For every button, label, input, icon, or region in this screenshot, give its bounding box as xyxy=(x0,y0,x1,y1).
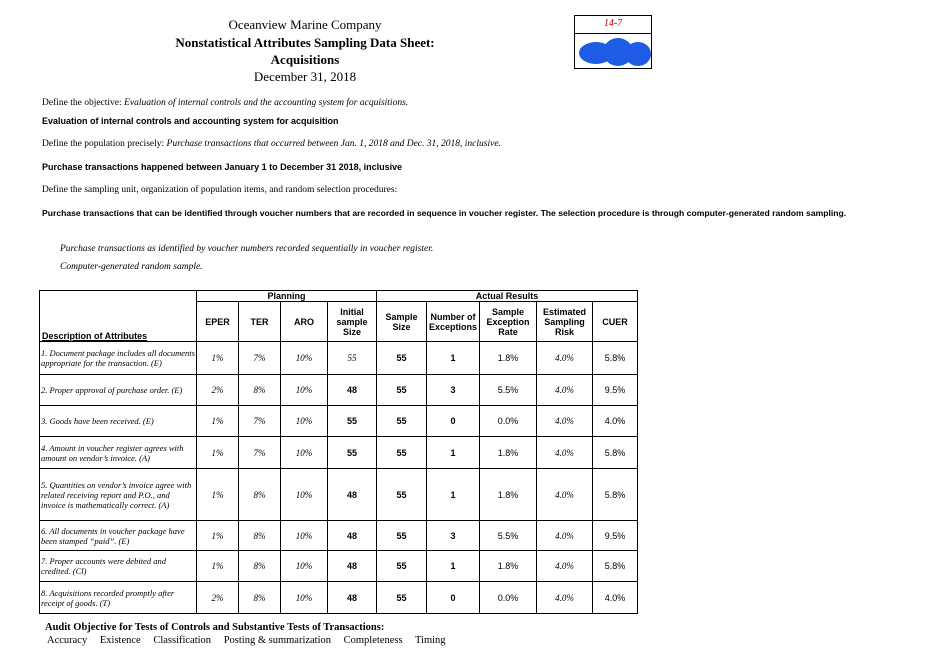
sample-size-cell: 55 xyxy=(377,406,427,437)
audit-objectives-list xyxy=(47,635,456,646)
aro-cell: 10% xyxy=(281,437,328,469)
sampling-risk-cell: 4.0% xyxy=(537,375,593,406)
sampling-unit-given-1: Purchase transactions as identified by voucher numbers recorded sequentially in voucher register. xyxy=(60,244,434,254)
exceptions-cell: 1 xyxy=(427,437,480,469)
ter-cell: 8% xyxy=(239,551,281,582)
eper-cell: 2% xyxy=(197,375,239,406)
eper-cell: 1% xyxy=(197,551,239,582)
table-row xyxy=(40,469,638,521)
header-planning: Planning xyxy=(197,291,377,302)
ter-cell: 8% xyxy=(239,375,281,406)
redaction-mark xyxy=(625,42,651,66)
aro-cell: 10% xyxy=(281,406,328,437)
exceptions-cell: 3 xyxy=(427,375,480,406)
cuer-cell: 9.5% xyxy=(593,521,638,551)
initial-sample-size-cell: 55 xyxy=(328,437,377,469)
exception-rate-cell: 0.0% xyxy=(480,406,537,437)
sheet-subject: Acquisitions xyxy=(270,52,340,67)
cuer-cell: 5.8% xyxy=(593,437,638,469)
sampling-risk-cell: 4.0% xyxy=(537,521,593,551)
aro-cell: 10% xyxy=(281,375,328,406)
table-row xyxy=(40,521,638,551)
attribute-description: 8. Acquisitions recorded promptly after receipt of goods. (T) xyxy=(40,582,197,614)
objective-given: Evaluation of internal controls and the accounting system for acquisitions. xyxy=(124,98,409,108)
exception-rate-cell: 0.0% xyxy=(480,582,537,614)
aro-cell: 10% xyxy=(281,521,328,551)
sampling-unit-answer: Purchase transactions that can be identified through voucher numbers that are recorded in sequence in voucher register. The selection procedure is through computer-generated random sampling. xyxy=(42,208,847,218)
exceptions-cell: 1 xyxy=(427,469,480,521)
workpaper-code: 14-7 xyxy=(603,18,623,29)
sample-size-cell: 55 xyxy=(377,551,427,582)
exceptions-cell: 0 xyxy=(427,582,480,614)
cuer-cell: 5.8% xyxy=(593,342,638,375)
initial-sample-size-cell: 55 xyxy=(328,342,377,375)
sheet-date: December 31, 2018 xyxy=(253,69,357,84)
audit-objective-posting: Posting & summarization xyxy=(223,635,332,646)
aro-cell: 10% xyxy=(281,469,328,521)
ter-cell: 7% xyxy=(239,437,281,469)
exception-rate-cell: 1.8% xyxy=(480,437,537,469)
table-row xyxy=(40,342,638,375)
eper-cell: 1% xyxy=(197,469,239,521)
audit-objective-classification: Classification xyxy=(153,635,212,646)
table-row xyxy=(40,375,638,406)
company-name: Oceanview Marine Company xyxy=(228,17,382,32)
eper-cell: 1% xyxy=(197,406,239,437)
header-estimated-sampling-risk: Estimated Sampling Risk xyxy=(537,302,593,342)
cuer-cell: 5.8% xyxy=(593,469,638,521)
population-answer: Purchase transactions happened between January 1 to December 31 2018, inclusive xyxy=(42,162,403,172)
attribute-description: 4. Amount in voucher register agrees with amount on vendor’s invoice. (A) xyxy=(40,437,197,469)
sampling-risk-cell: 4.0% xyxy=(537,551,593,582)
table-row xyxy=(40,437,638,469)
header-sample-size: Sample Size xyxy=(377,302,427,342)
badge-divider xyxy=(575,33,651,34)
attribute-description: 6. All documents in voucher package have been stamped “paid”. (E) xyxy=(40,521,197,551)
objective-line xyxy=(42,98,408,108)
eper-cell: 1% xyxy=(197,342,239,375)
table-row xyxy=(40,406,638,437)
exceptions-cell: 3 xyxy=(427,521,480,551)
initial-sample-size-cell: 48 xyxy=(328,469,377,521)
sampling-risk-cell: 4.0% xyxy=(537,406,593,437)
exception-rate-cell: 1.8% xyxy=(480,551,537,582)
objective-label: Define the objective: xyxy=(42,98,125,108)
sample-size-cell: 55 xyxy=(377,582,427,614)
attribute-description: 5. Quantities on vendor’s invoice agree with related receiving report and P.O., and invoice is mathematically correct. (A) xyxy=(40,469,197,521)
table-row xyxy=(40,582,638,614)
initial-sample-size-cell: 48 xyxy=(328,582,377,614)
population-label: Define the population precisely: xyxy=(42,139,167,149)
sampling-unit-label: Define the sampling unit, organization of population items, and random selection procedures: xyxy=(42,185,398,195)
eper-cell: 1% xyxy=(197,521,239,551)
initial-sample-size-cell: 48 xyxy=(328,551,377,582)
initial-sample-size-cell: 48 xyxy=(328,521,377,551)
ter-cell: 8% xyxy=(239,582,281,614)
eper-cell: 2% xyxy=(197,582,239,614)
exceptions-cell: 0 xyxy=(427,406,480,437)
attribute-description: 3. Goods have been received. (E) xyxy=(40,406,197,437)
aro-cell: 10% xyxy=(281,582,328,614)
workpaper-reference-box xyxy=(574,15,652,69)
header-ter: TER xyxy=(239,302,281,342)
cuer-cell: 9.5% xyxy=(593,375,638,406)
sampling-risk-cell: 4.0% xyxy=(537,437,593,469)
ter-cell: 7% xyxy=(239,406,281,437)
header-actual-results: Actual Results xyxy=(377,291,638,302)
exception-rate-cell: 5.5% xyxy=(480,521,537,551)
population-given: Purchase transactions that occurred between Jan. 1, 2018 and Dec. 31, 2018, inclusive. xyxy=(166,139,501,149)
sampling-risk-cell: 4.0% xyxy=(537,582,593,614)
eper-cell: 1% xyxy=(197,437,239,469)
exceptions-cell: 1 xyxy=(427,551,480,582)
exception-rate-cell: 5.5% xyxy=(480,375,537,406)
initial-sample-size-cell: 55 xyxy=(328,406,377,437)
population-line xyxy=(42,139,501,149)
ter-cell: 7% xyxy=(239,342,281,375)
aro-cell: 10% xyxy=(281,551,328,582)
sampling-unit-given-2: Computer-generated random sample. xyxy=(60,262,203,272)
header-number-of-exceptions: Number of Exceptions xyxy=(427,302,480,342)
table-row xyxy=(40,551,638,582)
header-initial-sample-size: Initial sample Size xyxy=(328,302,377,342)
attribute-description: 2. Proper approval of purchase order. (E) xyxy=(40,375,197,406)
cuer-cell: 5.8% xyxy=(593,551,638,582)
cuer-cell: 4.0% xyxy=(593,582,638,614)
initial-sample-size-cell: 48 xyxy=(328,375,377,406)
audit-objective-timing: Timing xyxy=(415,635,446,646)
sample-size-cell: 55 xyxy=(377,521,427,551)
sampling-risk-cell: 4.0% xyxy=(537,469,593,521)
attribute-description: 1. Document package includes all documents appropriate for the transaction. (E) xyxy=(40,342,197,375)
exception-rate-cell: 1.8% xyxy=(480,469,537,521)
header-sample-exception-rate: Sample Exception Rate xyxy=(480,302,537,342)
sampling-risk-cell: 4.0% xyxy=(537,342,593,375)
attribute-description: 7. Proper accounts were debited and credited. (Cl) xyxy=(40,551,197,582)
attributes-sampling-table xyxy=(39,290,638,614)
audit-objective-existence: Existence xyxy=(99,635,141,646)
audit-objective-accuracy: Accuracy xyxy=(47,635,88,646)
ter-cell: 8% xyxy=(239,469,281,521)
header-eper: EPER xyxy=(197,302,239,342)
header-aro: ARO xyxy=(281,302,328,342)
exception-rate-cell: 1.8% xyxy=(480,342,537,375)
sample-size-cell: 55 xyxy=(377,342,427,375)
exceptions-cell: 1 xyxy=(427,342,480,375)
sample-size-cell: 55 xyxy=(377,469,427,521)
header-cuer: CUER xyxy=(593,302,638,342)
ter-cell: 8% xyxy=(239,521,281,551)
footer-title: Audit Objective for Tests of Controls and Substantive Tests of Transactions: xyxy=(45,622,385,633)
header-description: Description of Attributes xyxy=(40,291,197,342)
aro-cell: 10% xyxy=(281,342,328,375)
objective-answer: Evaluation of internal controls and accounting system for acquisition xyxy=(42,116,339,126)
sample-size-cell: 55 xyxy=(377,375,427,406)
audit-objective-completeness: Completeness xyxy=(343,635,403,646)
sheet-title: Nonstatistical Attributes Sampling Data Sheet: xyxy=(175,35,435,50)
sample-size-cell: 55 xyxy=(377,437,427,469)
cuer-cell: 4.0% xyxy=(593,406,638,437)
